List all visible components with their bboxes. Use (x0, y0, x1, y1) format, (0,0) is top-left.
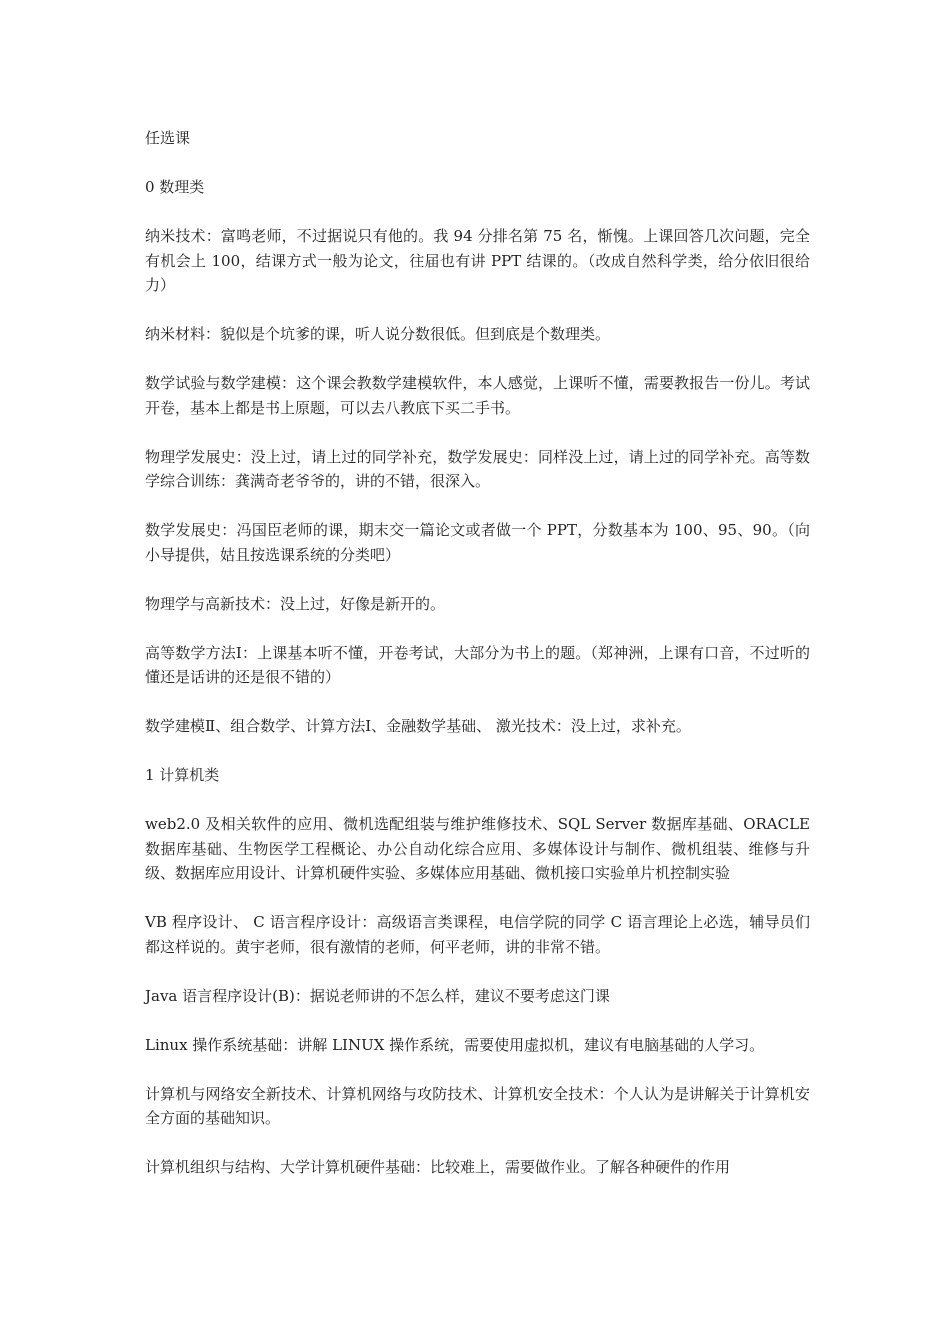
paragraph-advanced-math: 高等数学方法Ⅰ：上课基本听不懂，开卷考试，大部分为书上的题。（郑神洲，上课有口音，不过听的懂还是话讲的还是很不错的） (145, 643, 810, 686)
paragraph-computer-organization: 计算机组织与结构、大学计算机硬件基础：比较难上，需要做作业。了解各种硬件的作用 (145, 1158, 731, 1176)
paragraph-linux: Linux 操作系统基础：讲解 LINUX 操作系统，需要使用虚拟机，建议有电脑基础的人学习。 (145, 1035, 765, 1054)
paragraph-physics-hightech: 物理学与高新技术：没上过，好像是新开的。 (145, 594, 446, 613)
paragraph-physics-history: 物理学发展史：没上过，请上过的同学补充，数学发展史：同样没上过，请上过的同学补充。高等数学综合训练：龚满奇老爷爷的，讲的不错，很深入。 (145, 447, 810, 490)
paragraph-nanomaterials: 纳米材料：貌似是个坑爹的课，听人说分数很低。但到底是个数理类。 (145, 325, 611, 343)
paragraph-math-history: 数学发展史：冯国臣老师的课，期末交一篇论文或者做一个 PPT，分数基本为 100、95、90。（向小导提供，姑且按选课系统的分类吧） (145, 521, 810, 564)
paragraph-network-security: 计算机与网络安全新技术、计算机网络与攻防技术、计算机安全技术：个人认为是讲解关于计算机安全方面的基础知识。 (145, 1084, 810, 1127)
category-heading-computer: 1 计算机类 (145, 766, 220, 784)
paragraph-nanotechnology: 纳米技术：富鸣老师，不过据说只有他的。我 94 分排名第 75 名，惭愧。上课回答几次问题，完全有机会上 100，结课方式一般为论文，往届也有讲 PPT 结课的。（改成自然科学类，给分依旧很给力） (145, 227, 810, 294)
paragraph-math-modeling: 数学试验与数学建模：这个课会教数学建模软件，本人感觉，上课听不懂，需要教报告一份儿。考试开卷，基本上都是书上原题，可以去八教底下买二手书。 (145, 374, 810, 417)
paragraph-vb-c-programming: VB 程序设计、 C 语言程序设计：高级语言类课程，电信学院的同学 C 语言理论上必选，辅导员们都这样说的。黄宇老师，很有激情的老师，何平老师，讲的非常不错。 (145, 913, 810, 956)
section-title-elective: 任选课 (145, 129, 191, 147)
document-page (145, 126, 810, 1204)
paragraph-java: Java 语言程序设计(B)：据说老师讲的不怎么样，建议不要考虑这门课 (145, 986, 610, 1005)
category-heading-math-physics: 0 数理类 (145, 178, 205, 196)
paragraph-untaken-courses: 数学建模Ⅱ、组合数学、计算方法Ⅰ、金融数学基础、 激光技术：没上过，求补充。 (145, 717, 691, 735)
paragraph-computer-course-list: web2.0 及相关软件的应用、微机选配组装与维护维修技术、SQL Server 数据库基础、ORACLE 数据库基础、生物医学工程概论、办公自动化综合应用、多媒体设计与制作、微机组装、维修与升级、数据库应用设计、计算机硬件实验、多媒体应用基础、微机接口实验单片机控制实验 (145, 815, 810, 882)
